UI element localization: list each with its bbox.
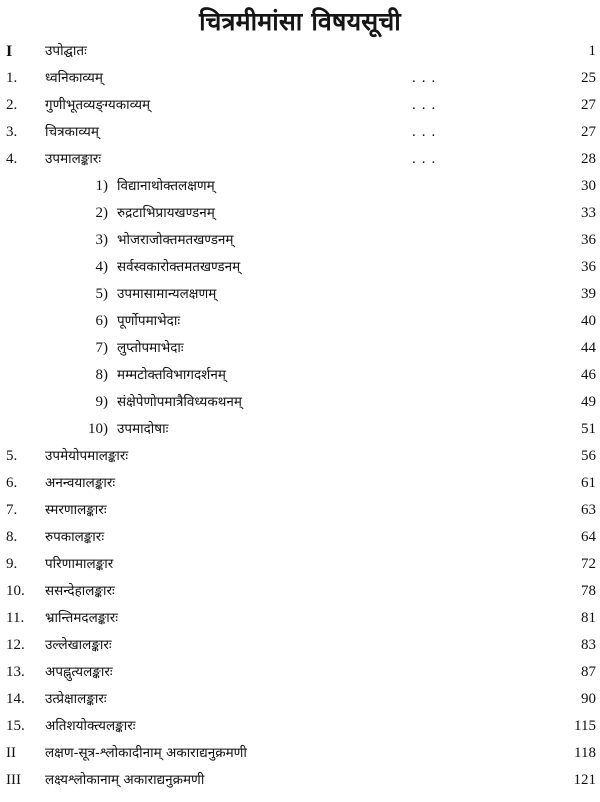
entry-title: उपमादोषाः: [117, 421, 169, 437]
entry-number: 10): [88, 421, 108, 437]
entry-page-number: 25: [581, 70, 596, 86]
toc-subentry: [0, 389, 600, 416]
entry-number: 7.: [6, 502, 18, 518]
entry-number: 10.: [6, 583, 25, 599]
entry-title: लुप्तोपमाभेदाः: [117, 340, 184, 356]
entry-title: मम्मटोक्तविभागदर्शनम्: [117, 367, 226, 383]
entry-title: गुणीभूतव्यङ्ग्यकाव्यम्: [45, 97, 151, 113]
entry-number: 1): [95, 178, 108, 194]
toc-entry: [0, 119, 600, 146]
entry-page-number: 118: [574, 745, 596, 761]
entry-page-number: 49: [581, 394, 596, 410]
entry-title: रुपकालङ्कारः: [45, 529, 105, 545]
entry-page-number: 36: [581, 259, 596, 275]
entry-title: रुद्रटाभिप्रायखण्डनम्: [117, 205, 215, 221]
toc-entry: [0, 146, 600, 173]
entry-title: उपमालङ्कारः: [45, 151, 102, 167]
entry-page-number: 90: [581, 691, 596, 707]
entry-title: भोजराजोक्तमतखण्डनम्: [117, 232, 234, 248]
toc-entry: [0, 713, 600, 740]
entry-title: स्मरणालङ्कारः: [45, 502, 107, 518]
entry-title: अपह्नुत्यलङ्कारः: [45, 664, 113, 680]
toc-entry: [0, 470, 600, 497]
entry-number: 8.: [6, 529, 18, 545]
entry-number: III: [6, 772, 21, 788]
entry-number: II: [6, 745, 16, 761]
entry-title: भ्रान्तिमदलङ्कारः: [45, 610, 119, 626]
entry-page-number: 46: [581, 367, 596, 383]
entry-page-number: 63: [581, 502, 596, 518]
entry-page-number: 36: [581, 232, 596, 248]
toc-entry: [0, 740, 600, 767]
toc-subentry: [0, 227, 600, 254]
toc-entry: [0, 524, 600, 551]
toc-subentry: [0, 173, 600, 200]
toc-subentry: [0, 416, 600, 443]
entry-number: 7): [95, 340, 108, 356]
entry-title: उपमेयोपमालङ्कारः: [45, 448, 129, 464]
entry-number: 1.: [6, 70, 18, 86]
toc-entry: [0, 65, 600, 92]
entry-page-number: 39: [581, 286, 596, 302]
entry-page-number: 44: [581, 340, 596, 356]
toc-entry: [0, 605, 600, 632]
entry-title: परिणामालङ्कार: [45, 556, 114, 572]
entry-page-number: 78: [581, 583, 596, 599]
toc-subentry: [0, 308, 600, 335]
toc-entry: [0, 551, 600, 578]
entry-number: 8): [95, 367, 108, 383]
toc-entry-introduction: [0, 38, 600, 65]
toc-subentry: [0, 362, 600, 389]
entry-number: 12.: [6, 637, 25, 653]
leader-dots: ...: [412, 97, 442, 113]
toc-subentry: [0, 200, 600, 227]
toc-entry: [0, 443, 600, 470]
toc-subentry: [0, 335, 600, 362]
entry-number: 6): [95, 313, 108, 329]
entry-page-number: 61: [581, 475, 596, 491]
entry-number: 4): [95, 259, 108, 275]
entry-title: विद्यानाथोक्तलक्षणम्: [117, 178, 215, 194]
entry-title: सर्वस्वकारोक्तमतखण्डनम्: [117, 259, 241, 275]
entry-number: 2): [95, 205, 108, 221]
toc-entry: [0, 92, 600, 119]
entry-number: I: [6, 43, 13, 60]
entry-title: उत्प्रेक्षालङ्कारः: [45, 691, 107, 707]
entry-title: अनन्वयालङ्कारः: [45, 475, 116, 491]
entry-title: अतिशयोक्त्यलङ्कारः: [45, 718, 136, 734]
entry-number: 3): [95, 232, 108, 248]
leader-dots: ...: [412, 151, 442, 167]
entry-page-number: 40: [581, 313, 596, 329]
entry-page-number: 81: [581, 610, 596, 626]
entry-title: उपमासामान्यलक्षणम्: [117, 286, 217, 302]
entry-title: पूर्णोपमाभेदाः: [117, 313, 181, 329]
toc-subentry: [0, 281, 600, 308]
toc-entry: [0, 578, 600, 605]
entry-page-number: 30: [581, 178, 596, 194]
entry-page-number: 83: [581, 637, 596, 653]
entry-title: लक्षण-सूत्र-श्लोकादीनाम् अकाराद्यनुक्रमणी: [45, 745, 247, 761]
entry-page-number: 51: [581, 421, 596, 437]
entry-title: चित्रकाव्यम्: [45, 124, 99, 140]
toc-entry: [0, 686, 600, 713]
entry-page-number: 28: [581, 151, 596, 167]
page-title: चित्रमीमांसा विषयसूची: [199, 7, 401, 36]
leader-dots: ...: [412, 70, 442, 86]
entry-page-number: 72: [581, 556, 596, 572]
entry-title: ध्वनिकाव्यम्: [45, 70, 103, 86]
entry-page-number: 56: [581, 448, 596, 464]
entry-number: 6.: [6, 475, 18, 491]
toc-entry: [0, 767, 600, 794]
entry-title: लक्ष्यश्लोकानाम् अकाराद्यनुक्रमणी: [45, 772, 205, 788]
entry-page-number: 87: [581, 664, 596, 680]
entry-title: ससन्देहालङ्कारः: [45, 583, 115, 599]
toc-entry: [0, 497, 600, 524]
entry-title: संक्षेपेणोपमात्रैविध्यकथनम्: [117, 394, 242, 410]
entry-page-number: 33: [581, 205, 596, 221]
entry-number: 2.: [6, 97, 18, 113]
entry-number: 3.: [6, 124, 18, 140]
entry-number: 9): [95, 394, 108, 410]
entry-number: 15.: [6, 718, 25, 734]
entry-number: 5): [95, 286, 108, 302]
toc-subentry: [0, 254, 600, 281]
entry-title: उल्लेखालङ्कारः: [45, 637, 112, 653]
entry-page-number: 27: [581, 97, 596, 113]
entry-number: 11.: [6, 610, 25, 626]
entry-number: 14.: [6, 691, 25, 707]
toc-entry: [0, 659, 600, 686]
leader-dots: ...: [412, 124, 442, 140]
entry-page-number: 1: [588, 43, 596, 59]
entry-page-number: 64: [581, 529, 596, 545]
entry-number: 9.: [6, 556, 18, 572]
entry-number: 13.: [6, 664, 25, 680]
table-of-contents: [0, 38, 600, 798]
entry-page-number: 121: [573, 772, 596, 788]
entry-page-number: 115: [574, 718, 596, 734]
entry-number: 4.: [6, 151, 18, 167]
toc-entry: [0, 632, 600, 659]
entry-title: उपोद्घातः: [45, 43, 87, 59]
entry-page-number: 27: [581, 124, 596, 140]
entry-number: 5.: [6, 448, 18, 464]
